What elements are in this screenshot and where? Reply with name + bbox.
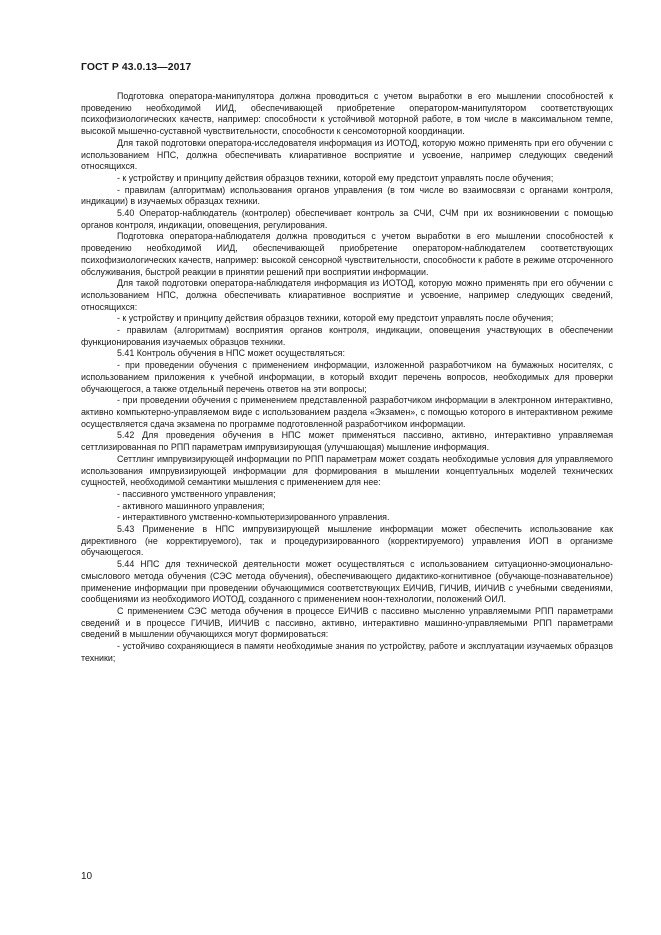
clause-5-41: 5.41 Контроль обучения в НПС может осуществляться:	[117, 348, 345, 359]
page-number: 10	[81, 871, 93, 882]
list-item: - устойчиво сохраняющиеся в памяти необходимые знания по устройству, работе и эксплуатации изучаемых образцов техники;	[81, 641, 613, 663]
list-item: - активного машинного управления;	[117, 500, 265, 511]
paragraph: Подготовка оператора-наблюдателя должна проводиться с учетом выработки в его мышлении способностей к проведению необходимой ИИД, обеспечивающей приобретение оператором-наблюдателем соответствующих психофизиологических качеств, например: высокой сенсорной чувствительности, способности к работе в режиме отсроченного обслуживания, быстрой реакции в принятии решений при восприятии информации.	[81, 231, 613, 277]
list-item: - к устройству и принципу действия образцов техники, которой ему предстоит управлять после обучения;	[117, 313, 554, 324]
paragraph: Подготовка оператора-манипулятора должна проводиться с учетом выработки в его мышлении способностей к проведению необходимой ИИД, обеспечивающей приобретение оператором-манипулятором соответствующих психофизиологических качеств, например: способности к устойчивой моторной работе, в том числе в максимальном темпе, высокой мышечно-суставной чувствительности, способности к сенсомоторной координации.	[81, 91, 613, 137]
list-item: - пассивного умственного управления;	[117, 488, 276, 499]
list-item: - к устройству и принципу действия образцов техники, которой ему предстоит управлять после обучения;	[117, 172, 554, 183]
clause-5-43: 5.43 Применение в НПС импрувизирующей мышление информации может обеспечить использование как директивного (не корректируемого), так и процедуризированного (корректируемого) управления ИОП в организме обучающегося.	[81, 524, 613, 558]
list-item: - правилам (алгоритмам) восприятия органов контроля, индикации, оповещения участвующих в обеспечении функционирования изучаемых образцов техники.	[81, 325, 613, 347]
clause-5-42: 5.42 Для проведения обучения в НПС может применяться пассивно, активно, интерактивно управляемая сеттлизированная по РПП параметрам импрувизирующая (улучшающая) мышление информация.	[81, 430, 613, 453]
document-body	[81, 91, 613, 664]
paragraph: С применением СЭС метода обучения в процессе ЕИЧИВ с пассивно мысленно управляемыми РПП параметрами сведений и в процессе ГИЧИВ, ИИЧИВ с пассивно, активно, интерактивно машинно-управляемыми РПП параметрами сведений в мышлении обучающихся могут формироваться:	[81, 605, 613, 640]
clause-5-44: 5.44 НПС для технической деятельности может осуществляться с использованием ситуационно-эмоционально-смыслового метода обучения (СЭС метода обучения), обеспечивающего дидактико-когнитивное (обучающе-познавательное) применение информации при проведении обучающимися соответствующих ЕИЧИВ, ГИЧИВ, ИИЧИВ с учебными сведениями, сообщениями из необходимого ИОТОД, созданного с применением ноон-технологии, положений ОИЛ.	[81, 559, 613, 605]
list-item: - правилам (алгоритмам) использования органов управления (в том числе во взаимосвязи с органами контроля, индикации) в изучаемых образцах техники.	[81, 184, 613, 207]
paragraph: Сеттлинг импрувизирующей информации по РПП параметрам может создать необходимые условия для управляемого использования импрувизирующей информации для формирования в мышлении концептуальных моделей технических сущностей, необходимой семантики мышления с применением для нее:	[81, 453, 613, 488]
list-item: - при проведении обучения с применением представленной разработчиком информации в электронном интерактивно, активно компьютерно-управляемом виде с использованием раздела «Экзамен», с помощью которого в интерактивном режиме осуществляется сдача экзамена по программе подготовленной разработчиком информации.	[81, 395, 613, 429]
paragraph: Для такой подготовки оператора-наблюдателя информация из ИОТОД, которую можно применять при его обучении с использованием НПС, должна обеспечивать клиаративное восприятие и усвоение, например следующих сведений, относящихся:	[81, 278, 613, 312]
list-item: - интерактивного умственно-компьютеризированного управления.	[117, 512, 390, 523]
document-header: ГОСТ Р 43.0.13—2017	[81, 62, 192, 73]
list-item: - при проведении обучения с применением информации, изложенной разработчиком на бумажных носителях, с использованием приложения к учебной информации, в который входит перечень вопросов, необходимых для проверки обучающегося, а также отдельный перечень ответов на эти вопросы;	[81, 360, 613, 394]
paragraph: Для такой подготовки оператора-исследователя информация из ИОТОД, которую можно применять при его обучении с использованием НПС, должна обеспечивать клиаративное восприятие и усвоение, например следующих сведений относящихся.	[81, 137, 613, 172]
clause-5-40: 5.40 Оператор-наблюдатель (контролер) обеспечивает контроль за СЧИ, СЧМ при их возникновении с помощью органов контроля, индикации, оповещения, регулирования.	[81, 208, 613, 230]
